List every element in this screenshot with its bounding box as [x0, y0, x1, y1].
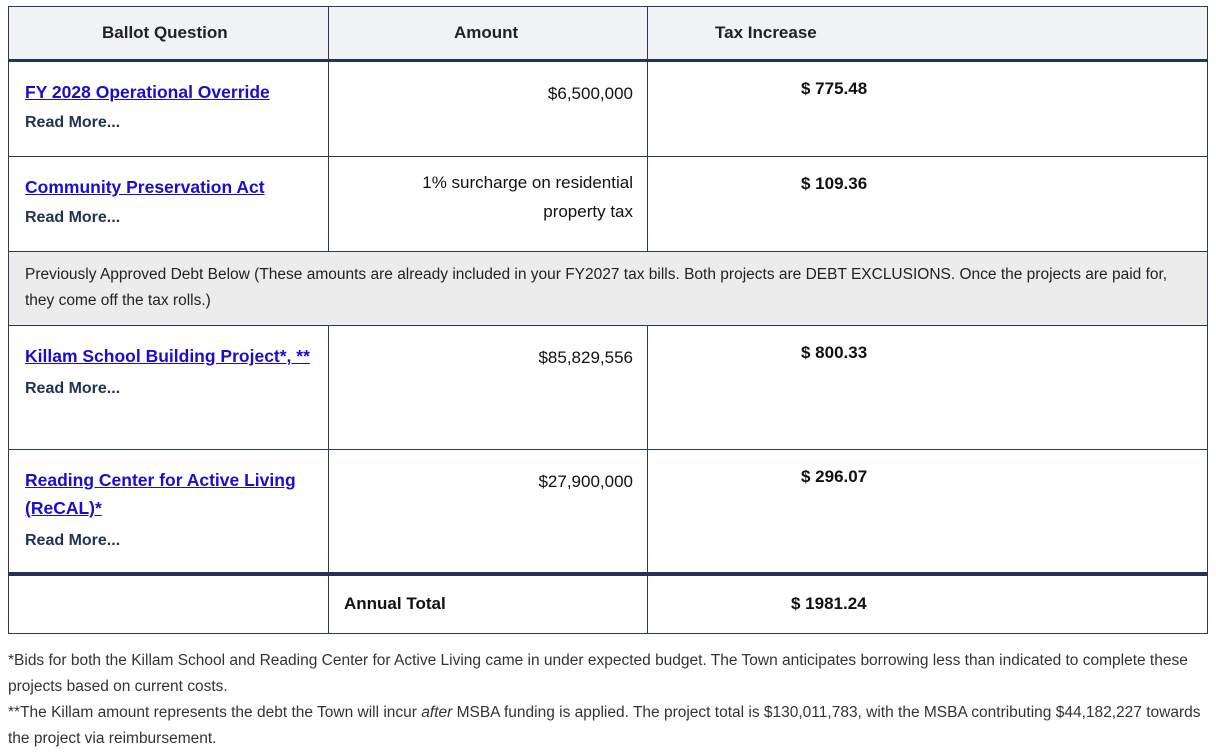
read-more-link[interactable]: Read More...	[25, 114, 121, 131]
community-preservation-link[interactable]: Community Preservation Act	[25, 177, 265, 197]
tax-increase-cell	[648, 450, 1208, 574]
killam-school-link[interactable]: Killam School Building Project*, **	[25, 346, 310, 366]
read-more-link[interactable]: Read More...	[25, 380, 121, 397]
total-row	[9, 574, 1208, 634]
amount-value: $6,500,000	[547, 84, 633, 103]
header-amount: Amount	[329, 7, 648, 61]
tax-value: $ 109.36	[801, 174, 868, 193]
ballot-question-cell	[9, 326, 329, 450]
read-more-link[interactable]: Read More...	[25, 209, 121, 226]
tax-increase-cell	[648, 157, 1208, 252]
tax-value: $ 800.33	[801, 343, 868, 362]
read-more-link[interactable]: Read More...	[25, 532, 121, 549]
debt-note: Previously Approved Debt Below (These amounts are already included in your FY2027 tax bills. Both projects are DEBT EXCLUSIONS. Once the projects are paid for, they come off the tax rolls.)	[9, 252, 1208, 326]
amount-value: 1% surcharge on residential property tax	[422, 173, 633, 221]
footnote-killam	[8, 700, 1208, 752]
amount-cell	[329, 61, 648, 157]
amount-cell	[329, 326, 648, 450]
amount-value: $27,900,000	[538, 472, 633, 491]
operational-override-link[interactable]: FY 2028 Operational Override	[25, 82, 270, 102]
table-row	[9, 61, 1208, 157]
tax-value: $ 775.48	[801, 79, 868, 98]
footnotes	[8, 648, 1208, 752]
tax-increase-cell	[648, 61, 1208, 157]
header-ballot-question: Ballot Question	[9, 7, 329, 61]
footnote-text: MSBA funding is applied. The project total is $130,011,783, with the MSBA contributing $44,182,227 towards the project via reimbursement.	[8, 704, 1201, 747]
total-value: $ 1981.24	[648, 574, 1208, 634]
table-header-row	[9, 7, 1208, 61]
ballot-question-cell	[9, 157, 329, 252]
ballot-tax-table	[8, 6, 1208, 634]
table-row	[9, 326, 1208, 450]
ballot-question-cell	[9, 450, 329, 574]
debt-note-row	[9, 252, 1208, 326]
table-row	[9, 157, 1208, 252]
footnote-text: **The Killam amount represents the debt the Town will incur	[8, 704, 422, 721]
ballot-question-cell	[9, 61, 329, 157]
header-tax-increase: Tax Increase	[648, 7, 1208, 61]
amount-value: $85,829,556	[538, 348, 633, 367]
tax-increase-cell	[648, 326, 1208, 450]
recal-link[interactable]: Reading Center for Active Living (ReCAL)*	[25, 470, 296, 518]
amount-cell	[329, 450, 648, 574]
table-row	[9, 450, 1208, 574]
amount-cell	[329, 157, 648, 252]
tax-value: $ 296.07	[801, 467, 868, 486]
total-label: Annual Total	[329, 574, 648, 634]
empty-cell	[9, 574, 329, 634]
footnote-emphasis: after	[421, 704, 453, 721]
footnote-bids: *Bids for both the Killam School and Reading Center for Active Living came in under expected budget. The Town anticipates borrowing less than indicated to complete these projects based on current costs.	[8, 652, 1188, 695]
